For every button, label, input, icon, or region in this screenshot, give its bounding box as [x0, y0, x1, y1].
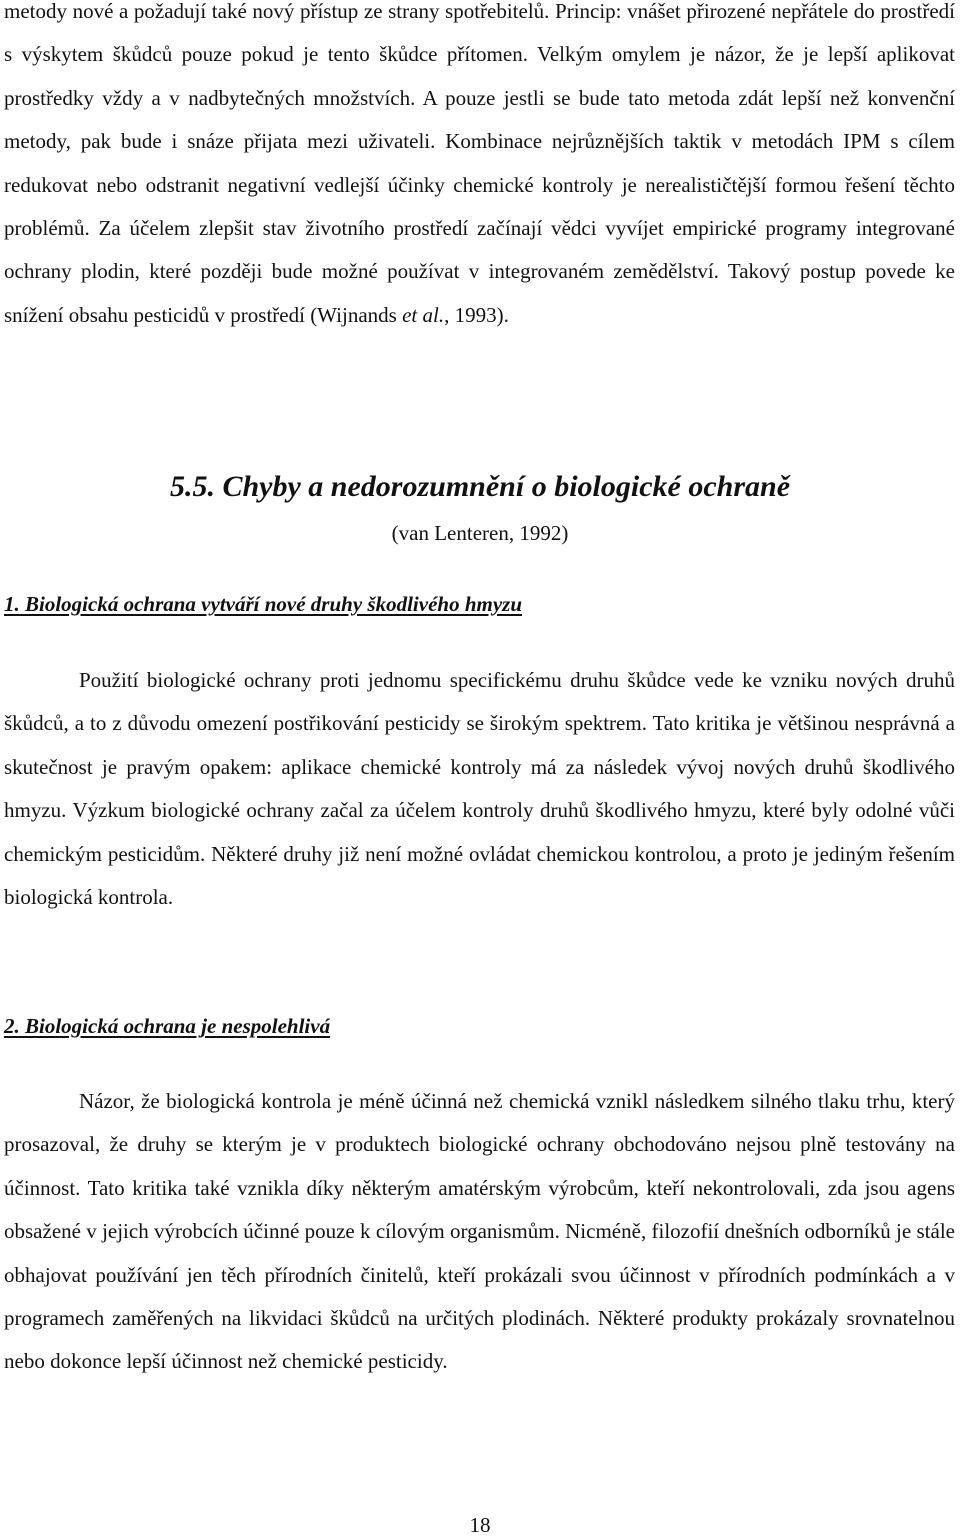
- subsection-body-2: Názor, že biologická kontrola je méně účinná než chemická vznikl následkem silného tlaku trhu, který prosazoval, že druhy se kterým je v produktech biologické ochrany obchodováno nejsou plně testovány na účinnost. Tato kritika také vznikla díky některým amatérským výrobcům, kteří nekontrolovali, zda jsou agens obsažené v jejich výrobcích účinné pouze k cílovým organismům. Nicméně, filozofií dnešních odborníků je stále obhajovat používání jen těch přírodních činitelů, kteří prokázali svou účinnost v přírodních podmínkách a v programech zaměřených na likvidaci škůdců na určitých plodinách. Některé produkty prokázaly srovnatelnou nebo dokonce lepší účinnost než chemické pesticidy.: [4, 1089, 955, 1374]
- paragraph-text: metody nové a požadují také nový přístup ze strany spotřebitelů. Princip: vnášet přirozené nepřátele do prostředí s výskytem škůdců pouze pokud je tento škůdce přítomen. Velkým omylem je názor, že je lepší aplikovat prostředky vždy a v nadbytečných množstvích. A pouze jestli se bude tato metoda zdát lepší než konvenční metody, pak bude i snáze přijata mezi uživateli. Kombinace nejrůznějších taktik v metodách IPM s cílem redukovat nebo odstranit negativní vedlejší účinky chemické kontroly je nerealističtější formou řešení těchto problémů. Za účelem zlepšit stav životního prostředí začínají vědci vyvíjet empirické programy integrované ochrany plodin, které později bude možné používat v integrovaném zemědělství. Takový postup povede ke snížení obsahu pesticidů v prostředí (Wijnands: [4, 0, 955, 327]
- section-heading: 5.5. Chyby a nedorozumnění o biologické ochraně: [169, 470, 791, 503]
- section-citation: (van Lenteren, 1992): [391, 521, 569, 545]
- paragraph-text-end: , 1993).: [444, 302, 509, 327]
- body-paragraph: [4, 0, 955, 337]
- subsection-body-1: Použití biologické ochrany proti jednomu specifickému druhu škůdce vede ke vzniku nových druhů škůdců, a to z důvodu omezení postřikování pesticidy se širokým spektrem. Tato kritika je většinou nesprávná a skutečnost je pravým opakem: aplikace chemické kontroly má za následek vývoj nových druhů škodlivého hmyzu. Výzkum biologické ochrany začal za účelem kontroly druhů škodlivého hmyzu, které byly odolné vůči chemickým pesticidům. Některé druhy již není možné ovládat chemickou kontrolou, a proto je jediným řešením biologická kontrola.: [4, 668, 955, 910]
- subsection-title-1: 1. Biologická ochrana vytváří nové druhy škodlivého hmyzu: [4, 592, 523, 616]
- subsection-title-2: 2. Biologická ochrana je nespolehlivá: [4, 1014, 331, 1038]
- page-number: 18: [469, 1513, 491, 1537]
- citation-italic: et al.: [402, 302, 445, 327]
